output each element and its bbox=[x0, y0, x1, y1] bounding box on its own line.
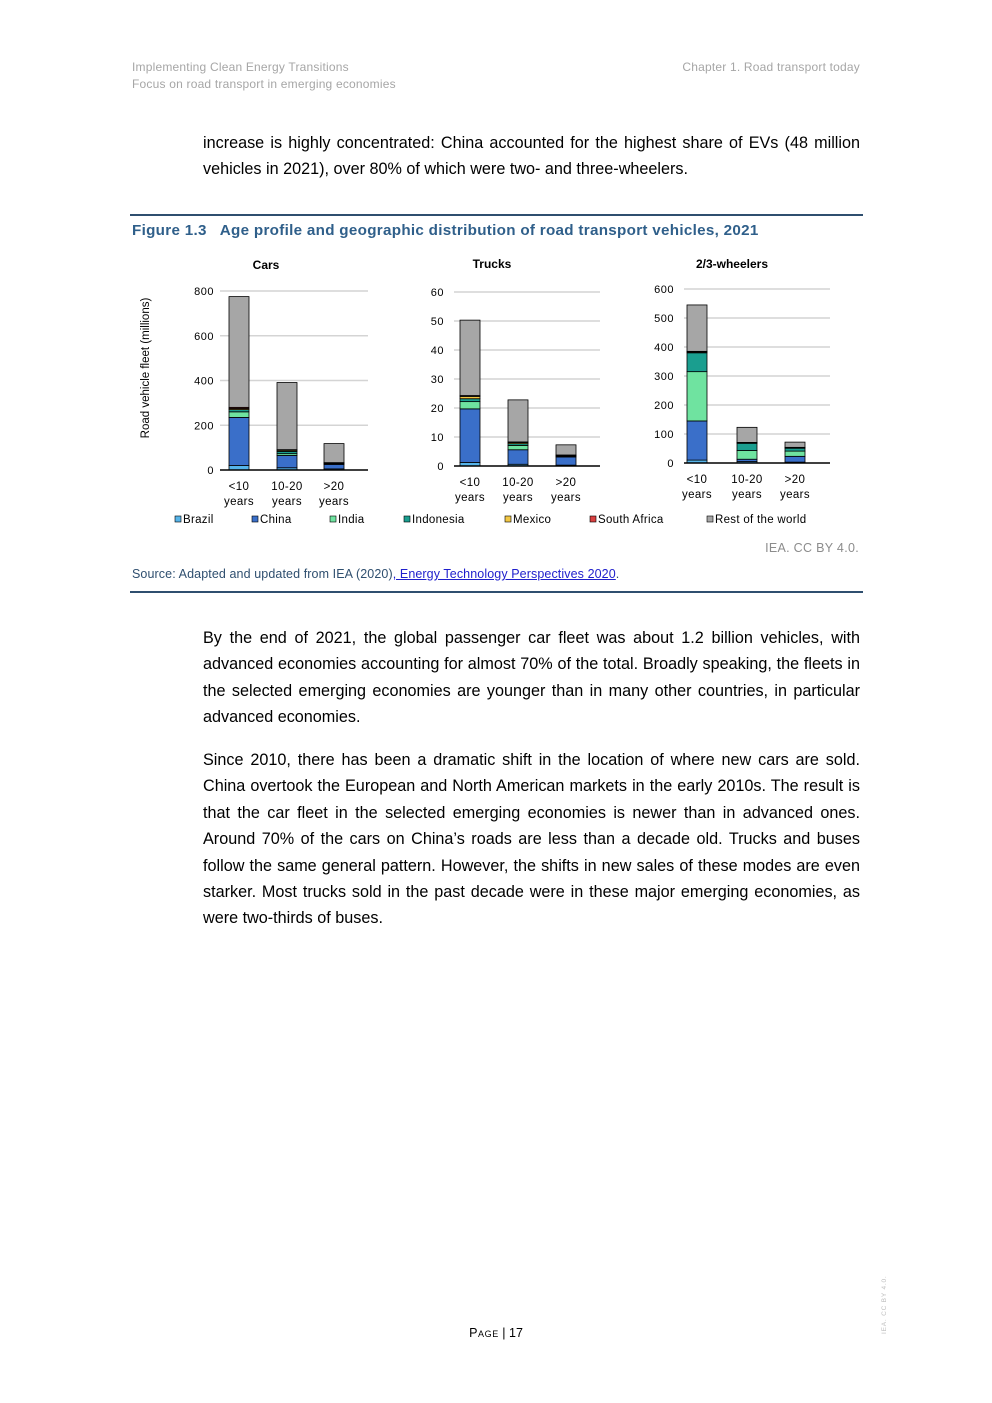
x-tick-part: >20 bbox=[555, 477, 577, 489]
x-tick-cars-10-years bbox=[224, 481, 254, 508]
bar-cars-10-20-years-rest-of-the-world bbox=[277, 383, 297, 450]
x-tick-trucks-20-years bbox=[551, 477, 581, 504]
legend-label-indonesia: Indonesia bbox=[412, 514, 465, 526]
y-tick-2-3-wheelers-300: 300 bbox=[654, 371, 674, 383]
y-tick-2-3-wheelers-0: 0 bbox=[667, 458, 674, 470]
bar-2-3-wheelers-10-20-years-rest-of-the-world bbox=[737, 427, 757, 442]
y-tick-trucks-40: 40 bbox=[430, 345, 444, 357]
y-tick-2-3-wheelers-100: 100 bbox=[654, 429, 674, 441]
legend-label-china: China bbox=[260, 514, 292, 526]
x-tick-2-3-wheelers-10-20-years bbox=[731, 474, 762, 501]
x-tick-part: years bbox=[731, 489, 763, 501]
bar-trucks-10-20-years-china bbox=[508, 450, 528, 465]
y-tick-cars-0: 0 bbox=[207, 465, 214, 477]
bar-2-3-wheelers-10-years-china bbox=[687, 421, 707, 460]
bar-cars-10-years-india bbox=[229, 412, 249, 418]
bar-cars-20-years-rest-of-the-world bbox=[324, 444, 344, 463]
legend-label-mexico: Mexico bbox=[513, 514, 552, 526]
x-tick-trucks-10-years bbox=[455, 477, 485, 504]
y-tick-trucks-50: 50 bbox=[430, 316, 444, 328]
bar-trucks-20-years-china bbox=[556, 457, 576, 465]
panel-title-trucks: Trucks bbox=[472, 257, 512, 271]
x-tick-2-3-wheelers-10-years bbox=[682, 474, 712, 501]
bar-2-3-wheelers-20-years-indonesia bbox=[785, 448, 805, 451]
bar-cars-10-20-years-china bbox=[277, 455, 297, 467]
legend-swatch-indonesia bbox=[404, 516, 410, 522]
bar-2-3-wheelers-20-years-china bbox=[785, 456, 805, 462]
x-tick-part: years bbox=[223, 496, 255, 508]
page-label: Page bbox=[469, 1326, 499, 1340]
bar-cars-10-years-rest-of-the-world bbox=[229, 297, 249, 408]
x-tick-part: <10 bbox=[228, 481, 250, 493]
y-tick-2-3-wheelers-600: 600 bbox=[654, 284, 674, 296]
source-prefix: Source: Adapted and updated from IEA (2020) bbox=[132, 567, 393, 581]
bar-2-3-wheelers-20-years-india bbox=[785, 451, 805, 456]
bar-cars-10-years-china bbox=[229, 417, 249, 465]
y-tick-trucks-60: 60 bbox=[430, 287, 444, 299]
figure-credit: IEA. CC BY 4.0. bbox=[765, 541, 859, 555]
x-tick-cars-10-20-years bbox=[271, 481, 302, 508]
x-tick-part: years bbox=[318, 496, 350, 508]
figure-top-rule bbox=[130, 214, 863, 216]
x-tick-part: >20 bbox=[784, 474, 806, 486]
y-tick-trucks-10: 10 bbox=[430, 432, 444, 444]
legend-swatch-brazil bbox=[175, 516, 181, 522]
y-tick-cars-800: 800 bbox=[194, 286, 214, 298]
bar-2-3-wheelers-10-20-years-india bbox=[737, 451, 757, 460]
bar-2-3-wheelers-10-years-indonesia bbox=[687, 353, 707, 372]
y-tick-2-3-wheelers-500: 500 bbox=[654, 313, 674, 325]
legend-label-south-africa: South Africa bbox=[598, 514, 664, 526]
x-tick-part: 10-20 bbox=[271, 481, 303, 493]
bar-2-3-wheelers-10-years-rest-of-the-world bbox=[687, 305, 707, 351]
source-link[interactable]: , Energy Technology Perspectives 2020 bbox=[392, 567, 616, 581]
figure-title bbox=[132, 222, 759, 239]
figure-bottom-rule bbox=[130, 591, 863, 593]
x-tick-part: >20 bbox=[323, 481, 345, 493]
figure-number: Figure 1.3 bbox=[132, 222, 207, 239]
legend-swatch-rest-of-the-world bbox=[707, 516, 713, 522]
header-publication-subtitle: Focus on road transport in emerging economies bbox=[132, 77, 396, 91]
x-tick-part: years bbox=[681, 489, 713, 501]
bar-trucks-10-years-china bbox=[460, 409, 480, 463]
page-number-value: 17 bbox=[509, 1326, 523, 1340]
y-tick-2-3-wheelers-200: 200 bbox=[654, 400, 674, 412]
legend-swatch-mexico bbox=[505, 516, 511, 522]
bar-trucks-10-20-years-rest-of-the-world bbox=[508, 400, 528, 442]
bar-trucks-10-years-rest-of-the-world bbox=[460, 320, 480, 395]
figure-source bbox=[132, 567, 619, 581]
page-number bbox=[0, 1326, 992, 1340]
y-tick-cars-600: 600 bbox=[194, 330, 214, 343]
running-header-chapter: Chapter 1. Road transport today bbox=[682, 60, 860, 74]
header-publication-title: Implementing Clean Energy Transitions bbox=[132, 60, 349, 74]
source-suffix: . bbox=[615, 567, 620, 581]
x-tick-part: years bbox=[502, 492, 534, 504]
x-tick-part: years bbox=[271, 496, 303, 508]
y-axis-label: Road vehicle fleet (millions) bbox=[140, 297, 152, 439]
x-tick-trucks-10-20-years bbox=[502, 477, 533, 504]
running-header-left bbox=[132, 59, 396, 93]
y-tick-trucks-0: 0 bbox=[437, 461, 444, 473]
panel-title-2-3-wheelers: 2/3-wheelers bbox=[695, 257, 769, 271]
bar-trucks-10-years-india bbox=[460, 402, 480, 409]
x-tick-2-3-wheelers-20-years bbox=[780, 474, 810, 501]
y-tick-2-3-wheelers-400: 400 bbox=[654, 342, 674, 354]
bar-2-3-wheelers-10-years-india bbox=[687, 372, 707, 421]
bar-trucks-10-years-indonesia bbox=[460, 399, 480, 402]
bar-2-3-wheelers-10-20-years-indonesia bbox=[737, 443, 757, 450]
x-tick-part: <10 bbox=[459, 477, 481, 489]
panel-title-cars: Cars bbox=[252, 258, 280, 272]
bar-2-3-wheelers-20-years-rest-of-the-world bbox=[785, 442, 805, 447]
x-tick-part: years bbox=[550, 492, 582, 504]
legend-swatch-india bbox=[330, 516, 336, 522]
x-tick-part: 10-20 bbox=[731, 474, 763, 486]
x-tick-part: 10-20 bbox=[502, 477, 534, 489]
x-tick-part: years bbox=[454, 492, 486, 504]
y-tick-cars-200: 200 bbox=[194, 420, 214, 433]
y-tick-trucks-30: 30 bbox=[430, 374, 444, 386]
side-license-mark bbox=[879, 1272, 893, 1336]
bar-cars-20-years-china bbox=[324, 464, 344, 468]
body-paragraph-fleet: By the end of 2021, the global passenger car fleet was about 1.2 billion vehicles, with advanced economies accounting for almost 70% of the total. Broadly speaking, the fleets in the selected emerging economies are younger than in many other countries, in particular advanced economies. bbox=[203, 629, 860, 727]
y-tick-trucks-20: 20 bbox=[430, 403, 444, 415]
legend-label-india: India bbox=[338, 514, 365, 526]
legend-label-rest-of-the-world: Rest of the world bbox=[715, 514, 807, 526]
y-tick-cars-400: 400 bbox=[194, 375, 214, 388]
x-tick-cars-20-years bbox=[319, 481, 349, 508]
side-license-text: IEA. CC BY 4.0. bbox=[881, 1275, 888, 1334]
legend-swatch-south-africa bbox=[590, 516, 596, 522]
legend-label-brazil: Brazil bbox=[183, 514, 214, 526]
figure-chart bbox=[130, 250, 863, 535]
bar-trucks-10-20-years-india bbox=[508, 445, 528, 449]
body-paragraph-sales-shift: Since 2010, there has been a dramatic shift in the location of where new cars are sold. China overtook the European and North American markets in the early 2010s. The result is that the car fleet in the selected emerging economies is newer than in advanced ones. Around 70% of the cars on China’s roads are less than a decade old. Trucks and buses follow the same general pattern. However, the shifts in new sales of these modes are even starker. Most trucks sold in the past decade were in these major emerging economies, as were two-thirds of buses. bbox=[203, 751, 860, 928]
x-tick-part: <10 bbox=[686, 474, 708, 486]
figure-caption: Age profile and geographic distribution of road transport vehicles, 2021 bbox=[219, 222, 759, 239]
legend-swatch-china bbox=[252, 516, 258, 522]
bar-trucks-20-years-rest-of-the-world bbox=[556, 445, 576, 455]
intro-paragraph: increase is highly concentrated: China accounted for the highest share of EVs (48 million vehicles in 2021), over 80% of which were two- and three-wheelers. bbox=[203, 134, 860, 179]
x-tick-part: years bbox=[779, 489, 811, 501]
page-separator: | bbox=[502, 1326, 506, 1340]
